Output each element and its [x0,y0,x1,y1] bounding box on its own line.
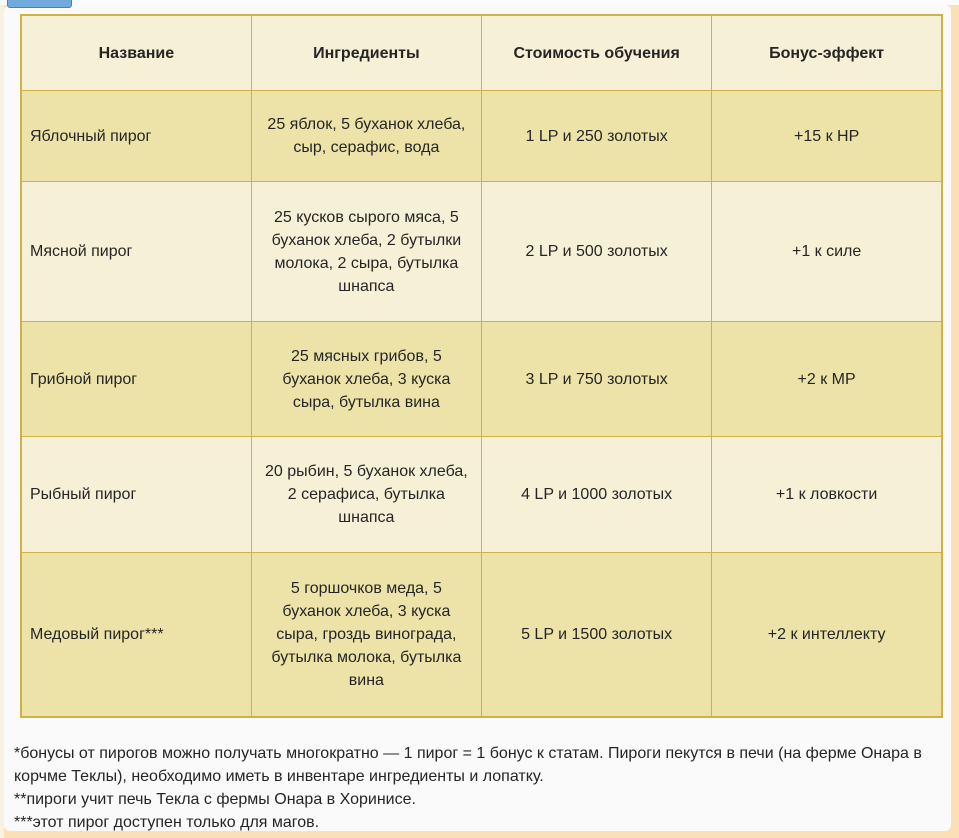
top-tab-remnant[interactable] [7,0,72,8]
pie-bonus: +2 к MP [712,322,942,437]
column-header-ingredients: Ингредиенты [251,15,481,91]
pie-name: Грибной пирог [21,322,251,437]
pies-table [20,14,943,718]
footnote-mages-only: ***этот пирог доступен только для магов. [14,814,320,831]
pie-cost: 5 LP и 1500 золотых [482,553,712,718]
table-row [21,437,942,553]
pie-name: Медовый пирог*** [21,553,251,718]
column-header-name: Название [21,15,251,91]
content-panel [4,5,951,831]
pie-cost: 2 LP и 500 золотых [482,182,712,322]
footnote-bonus-rules: *бонусы от пирогов можно получать многократно — 1 пирог = 1 бонус к статам. Пироги пекутся в печи (на ферме Онара в корчме Теклы), необходимо иметь в инвентаре ингредиенты и лопатку. [14,745,922,785]
footnote-teacher: **пироги учит печь Текла с фермы Онара в Хоринисе. [14,791,416,808]
column-header-bonus: Бонус-эффект [712,15,942,91]
pie-name: Мясной пирог [21,182,251,322]
pie-cost: 3 LP и 750 золотых [482,322,712,437]
pie-bonus: +1 к силе [712,182,942,322]
table-row [21,182,942,322]
table-header-row [21,15,942,91]
pie-bonus: +2 к интеллекту [712,553,942,718]
pie-ingredients: 20 рыбин, 5 буханок хлеба, 2 серафиса, бутылка шнапса [251,437,481,553]
pie-bonus: +1 к ловкости [712,437,942,553]
pie-cost: 4 LP и 1000 золотых [482,437,712,553]
table-row [21,553,942,718]
pie-bonus: +15 к HP [712,91,942,182]
pie-ingredients: 25 мясных грибов, 5 буханок хлеба, 3 куска сыра, бутылка вина [251,322,481,437]
column-header-cost: Стоимость обучения [482,15,712,91]
footnotes [14,742,943,834]
pie-cost: 1 LP и 250 золотых [482,91,712,182]
table-row [21,322,942,437]
pie-name: Яблочный пирог [21,91,251,182]
pie-ingredients: 5 горшочков меда, 5 буханок хлеба, 3 куска сыра, гроздь винограда, бутылка молока, бутылка вина [251,553,481,718]
pie-name: Рыбный пирог [21,437,251,553]
pie-ingredients: 25 яблок, 5 буханок хлеба, сыр, серафис, вода [251,91,481,182]
table-row [21,91,942,182]
pie-ingredients: 25 кусков сырого мяса, 5 буханок хлеба, 2 бутылки молока, 2 сыра, бутылка шнапса [251,182,481,322]
